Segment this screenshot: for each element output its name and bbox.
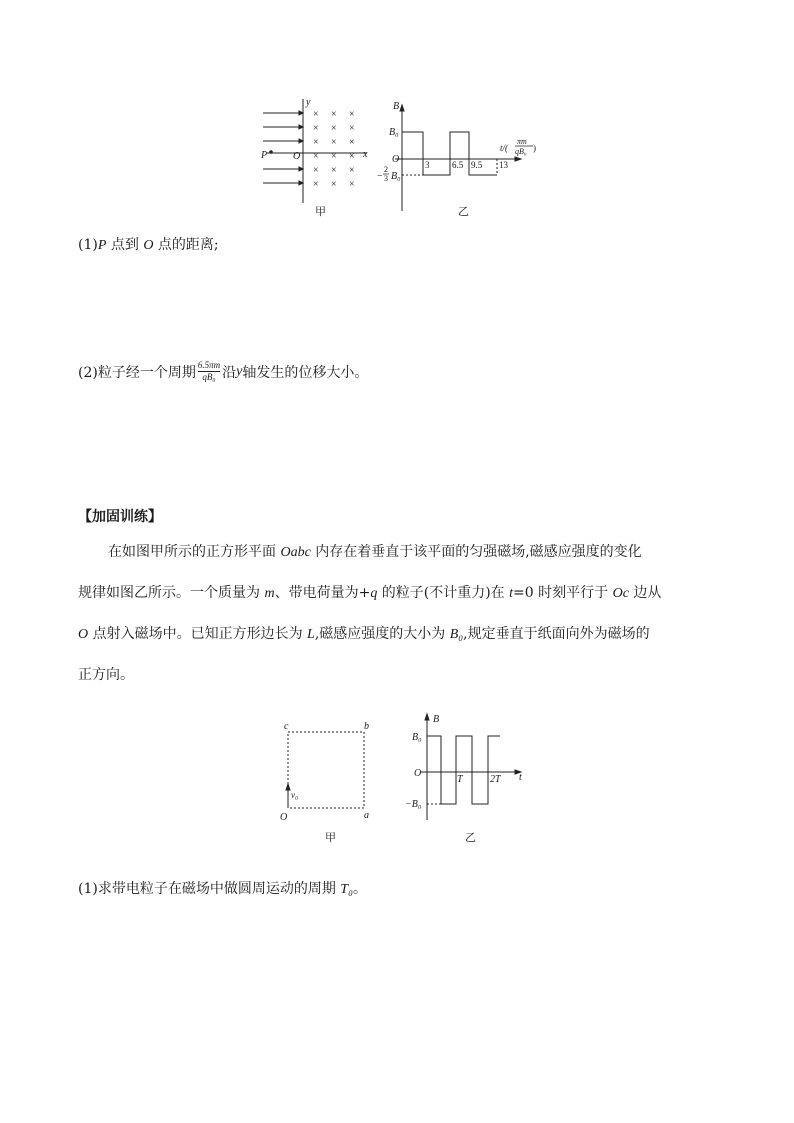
svg-text:×: × [331,151,337,162]
tick-3: 3 [425,160,430,170]
q-text: 轴发生的位移大小。 [242,364,369,381]
figure-1-yi [395,105,521,211]
neg-sign: − [377,171,383,182]
tick-9-5: 9.5 [471,160,483,170]
section-title: 【加固训练】 [78,509,162,525]
var-O: O [143,238,154,253]
neg-B0-label-2: −B₀ [405,799,422,810]
svg-text:×: × [331,109,337,120]
q-text: (2)粒子经一个周期 [78,364,196,381]
svg-text:×: × [331,123,337,134]
t-axis-label-2: t [519,772,522,783]
corner-c: c [284,721,289,732]
tick-2T: 2T [490,774,501,785]
svg-text:×: × [313,137,319,148]
svg-text:×: × [313,123,319,134]
figure-1 [255,95,555,225]
question-1-1 [78,234,219,254]
neg-B0-label: B₀ [391,171,401,182]
magnetic-field-crosses [313,109,355,190]
B0-label-2: B₀ [412,732,422,743]
fraction-denominator: qB₀ [202,372,216,382]
svg-text:×: × [331,165,337,176]
figure-2 [275,710,535,850]
t-unit-num: πm [517,137,527,146]
svg-text:×: × [349,165,355,176]
origin-label: O [293,151,301,162]
problem-line-4: 正方向。 [78,667,134,683]
svg-text:×: × [331,137,337,148]
q-text: (1)求带电粒子在磁场中做圆周运动的周期 [78,881,341,897]
B-axis-label-2: B [433,714,440,725]
q-number: (1) [78,237,98,253]
figure-1-yi-caption: 乙 [458,205,469,218]
svg-text:×: × [313,151,319,162]
fraction-period [198,360,220,383]
corner-b: b [364,721,369,732]
corner-O: O [280,812,288,823]
origin-label-yi: O [392,154,400,165]
frac-den: 3 [384,174,388,183]
tick-6-5: 6.5 [452,160,464,170]
svg-text:×: × [331,179,337,190]
figure-2-yi [420,714,521,820]
tick-13: 13 [499,160,508,170]
B-axis-label: B [393,101,400,112]
var-y: y [236,363,243,379]
figure-2-jia-caption: 甲 [325,831,336,844]
svg-text:×: × [349,151,355,162]
v0-label: v₀ [291,790,299,800]
P-label: P [261,150,268,161]
q-text: 点到 [106,237,144,253]
corner-a: a [364,810,369,821]
figure-1-jia-caption: 甲 [315,205,326,218]
var-P: P [97,238,107,253]
q-text: 点的距离; [153,237,219,253]
t-unit-den: qB₀ [515,147,527,156]
svg-text:×: × [313,179,319,190]
t-axis-label: t/( [500,143,508,153]
problem-text [78,532,718,696]
q-text: 。 [352,881,367,897]
t-close: ) [533,143,536,153]
svg-text:×: × [349,179,355,190]
problem-line-2: 规律如图乙所示。一个质量为 m、带电荷量为+q 的粒子(不计重力)在 t=0 时刻平行于 Oc 边从 [78,585,662,601]
svg-text:×: × [349,123,355,134]
svg-text:×: × [349,109,355,120]
question-2-1 [78,878,367,898]
B0-label: B₀ [389,127,399,138]
var-T0: T₀ [340,882,353,897]
svg-text:×: × [313,165,319,176]
q-text: 沿 [222,364,237,381]
svg-text:×: × [349,137,355,148]
frac-num: 2 [384,165,388,174]
x-axis-label: x [363,149,368,160]
fraction-numerator: 6.5πm [197,360,221,370]
figure-2-yi-caption: 乙 [465,831,476,844]
problem-line-1: 在如图甲所示的正方形平面 Oabc 内存在着垂直于该平面的匀强磁场,磁感应强度的变化 [108,544,642,560]
question-1-2 [78,360,368,383]
problem-line-3: O 点射入磁场中。已知正方形边长为 L,磁感应强度的大小为 B₀,规定垂直于纸面向外为磁场的 [78,626,650,642]
tick-T: T [457,774,463,785]
svg-text:×: × [313,109,319,120]
point-P-dot [269,150,273,154]
origin-label-2: O [414,768,422,779]
y-axis-label: y [306,97,311,108]
